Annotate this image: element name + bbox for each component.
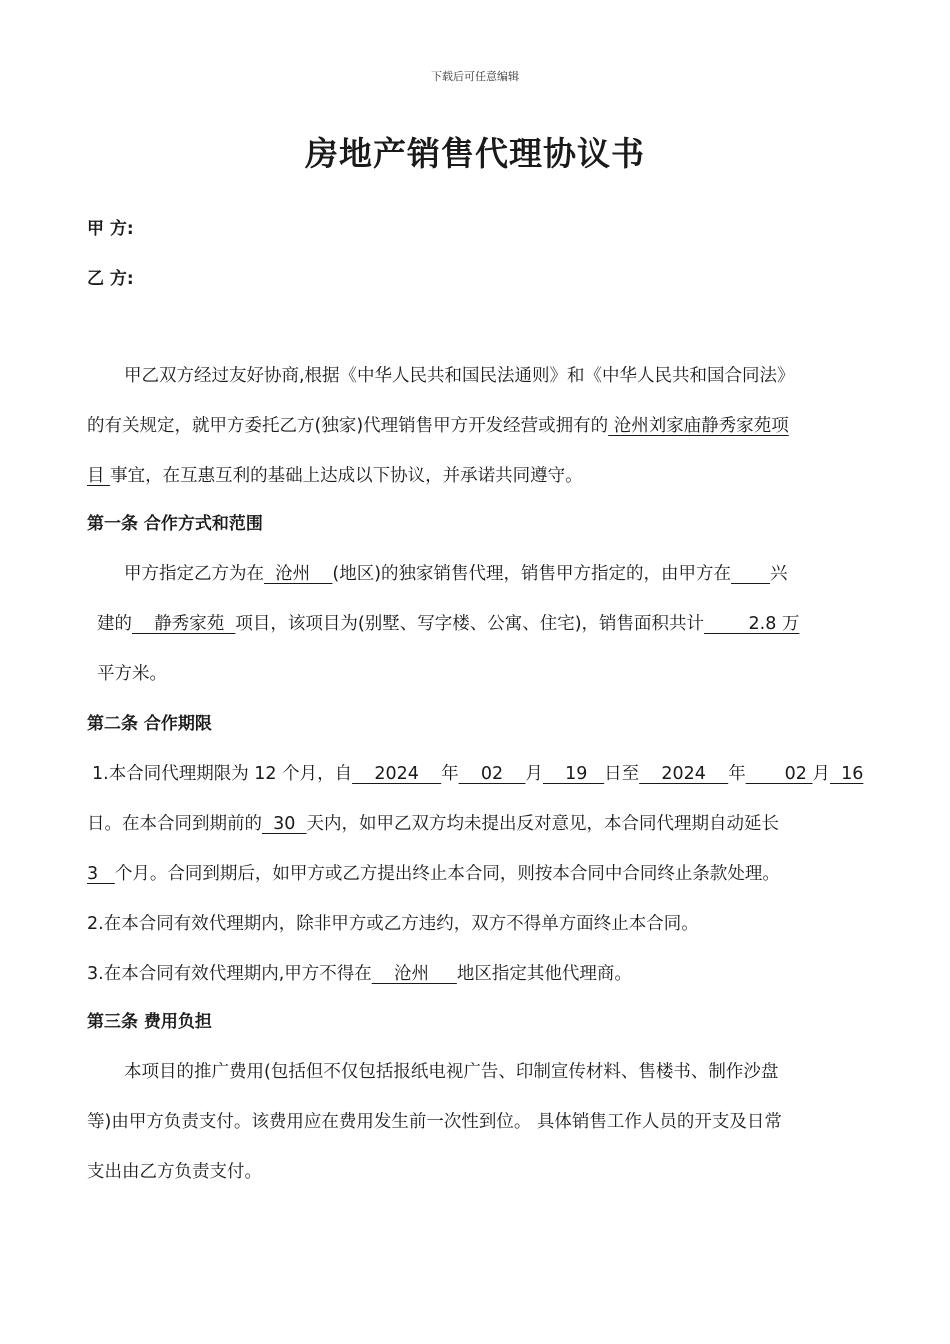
intro-text: 的有关规定，就甲方委托乙方(独家)代理销售甲方开发经营或拥有的 [87, 416, 609, 436]
text-run: 3.在本合同有效代理期内,甲方不得在 [87, 964, 372, 984]
article-3-line-1: 本项目的推广费用(包括但不仅包括报纸电视广告、印制宣传材料、售楼书、制作沙盘 [124, 1062, 779, 1082]
intro-line-3 [87, 462, 863, 512]
intro-line-2 [87, 412, 863, 462]
text-run: 年 [441, 764, 459, 784]
party-a-label: 甲 方: [87, 219, 134, 239]
text-run: 建的 [97, 614, 132, 634]
start-month-field: 02 [458, 764, 526, 784]
project-name-field-cont: 目 [87, 466, 111, 486]
article-2-line-2 [87, 810, 863, 860]
extension-months-field: 3 [87, 864, 115, 884]
article-3-line-3: 支出由乙方负责支付。 [87, 1162, 262, 1182]
article-3-heading: 第三条 费用负担 [87, 1012, 212, 1032]
document-title: 房地产销售代理协议书 [305, 134, 645, 173]
article-1-heading: 第一条 合作方式和范围 [87, 514, 263, 534]
intro-paragraph [87, 362, 863, 512]
header-note: 下载后可任意编辑 [431, 70, 519, 83]
region-field: 沧州 [264, 564, 333, 584]
project-name-field: 沧州刘家庙静秀家苑项 [608, 416, 789, 436]
end-year-field: 2024 [639, 764, 729, 784]
text-run: 项目，该项目为(别墅、写字楼、公寓、住宅)，销售面积共计 [235, 614, 705, 634]
intro-line-1: 甲乙双方经过友好协商,根据《中华人民共和国民法通则》和《中华人民共和国合同法》 [124, 366, 795, 386]
text-run: 天内，如甲乙双方均未提出反对意见，本合同代理期自动延长 [306, 814, 780, 834]
text-run: 兴 [770, 564, 788, 584]
article-3-body [87, 1058, 863, 1208]
article-2-clause-2: 2.在本合同有效代理期内，除非甲方或乙方违约，双方不得单方面终止本合同。 [87, 914, 699, 934]
article-2-line-3 [87, 860, 863, 910]
party-b-label: 乙 方: [87, 269, 134, 289]
article-1-line-3: 平方米。 [97, 664, 167, 684]
article-1-line-2 [87, 610, 863, 660]
article-1-body [87, 560, 863, 710]
text-run: 月 [525, 764, 543, 784]
text-run: 地区指定其他代理商。 [456, 964, 632, 984]
intro-text: 事宜，在互惠互利的基础上达成以下协议，并承诺共同遵守。 [110, 466, 583, 486]
text-run: 个月。合同到期后，如甲方或乙方提出终止本合同，则按本合同中合同终止条款处理。 [114, 864, 780, 884]
article-2-heading: 第二条 合作期限 [87, 714, 212, 734]
article-2-clause-3 [87, 960, 863, 1010]
text-run: 日至 [604, 764, 640, 784]
article-2-body [87, 760, 863, 1010]
start-year-field: 2024 [352, 764, 442, 784]
text-run: 1.本合同代理期限为 12 个月，自 [92, 764, 353, 784]
exclusive-region-field: 沧州 [371, 964, 457, 984]
area-field: 2.8 万 [704, 614, 800, 634]
article-3-line-2: 等)由甲方负责支付。该费用应在费用发生前一次性到位。 具体销售工作人员的开支及日常 [87, 1112, 782, 1132]
text-run: 年 [728, 764, 746, 784]
start-day-field: 19 [542, 764, 605, 784]
text-run: 月 [812, 764, 830, 784]
text-run: (地区)的独家销售代理，销售甲方指定的，由甲方在 [332, 564, 732, 584]
project-field: 静秀家苑 [132, 614, 236, 634]
end-month-field: 02 [745, 764, 813, 784]
text-run: 甲方指定乙方为在 [124, 564, 264, 584]
text-run: 日。在本合同到期前的 [87, 814, 262, 834]
article-1-line-1 [87, 560, 863, 610]
end-day-field: 16 [829, 764, 864, 784]
location-field [731, 564, 770, 584]
article-2-line-1 [87, 760, 863, 810]
notice-days-field: 30 [262, 814, 307, 834]
